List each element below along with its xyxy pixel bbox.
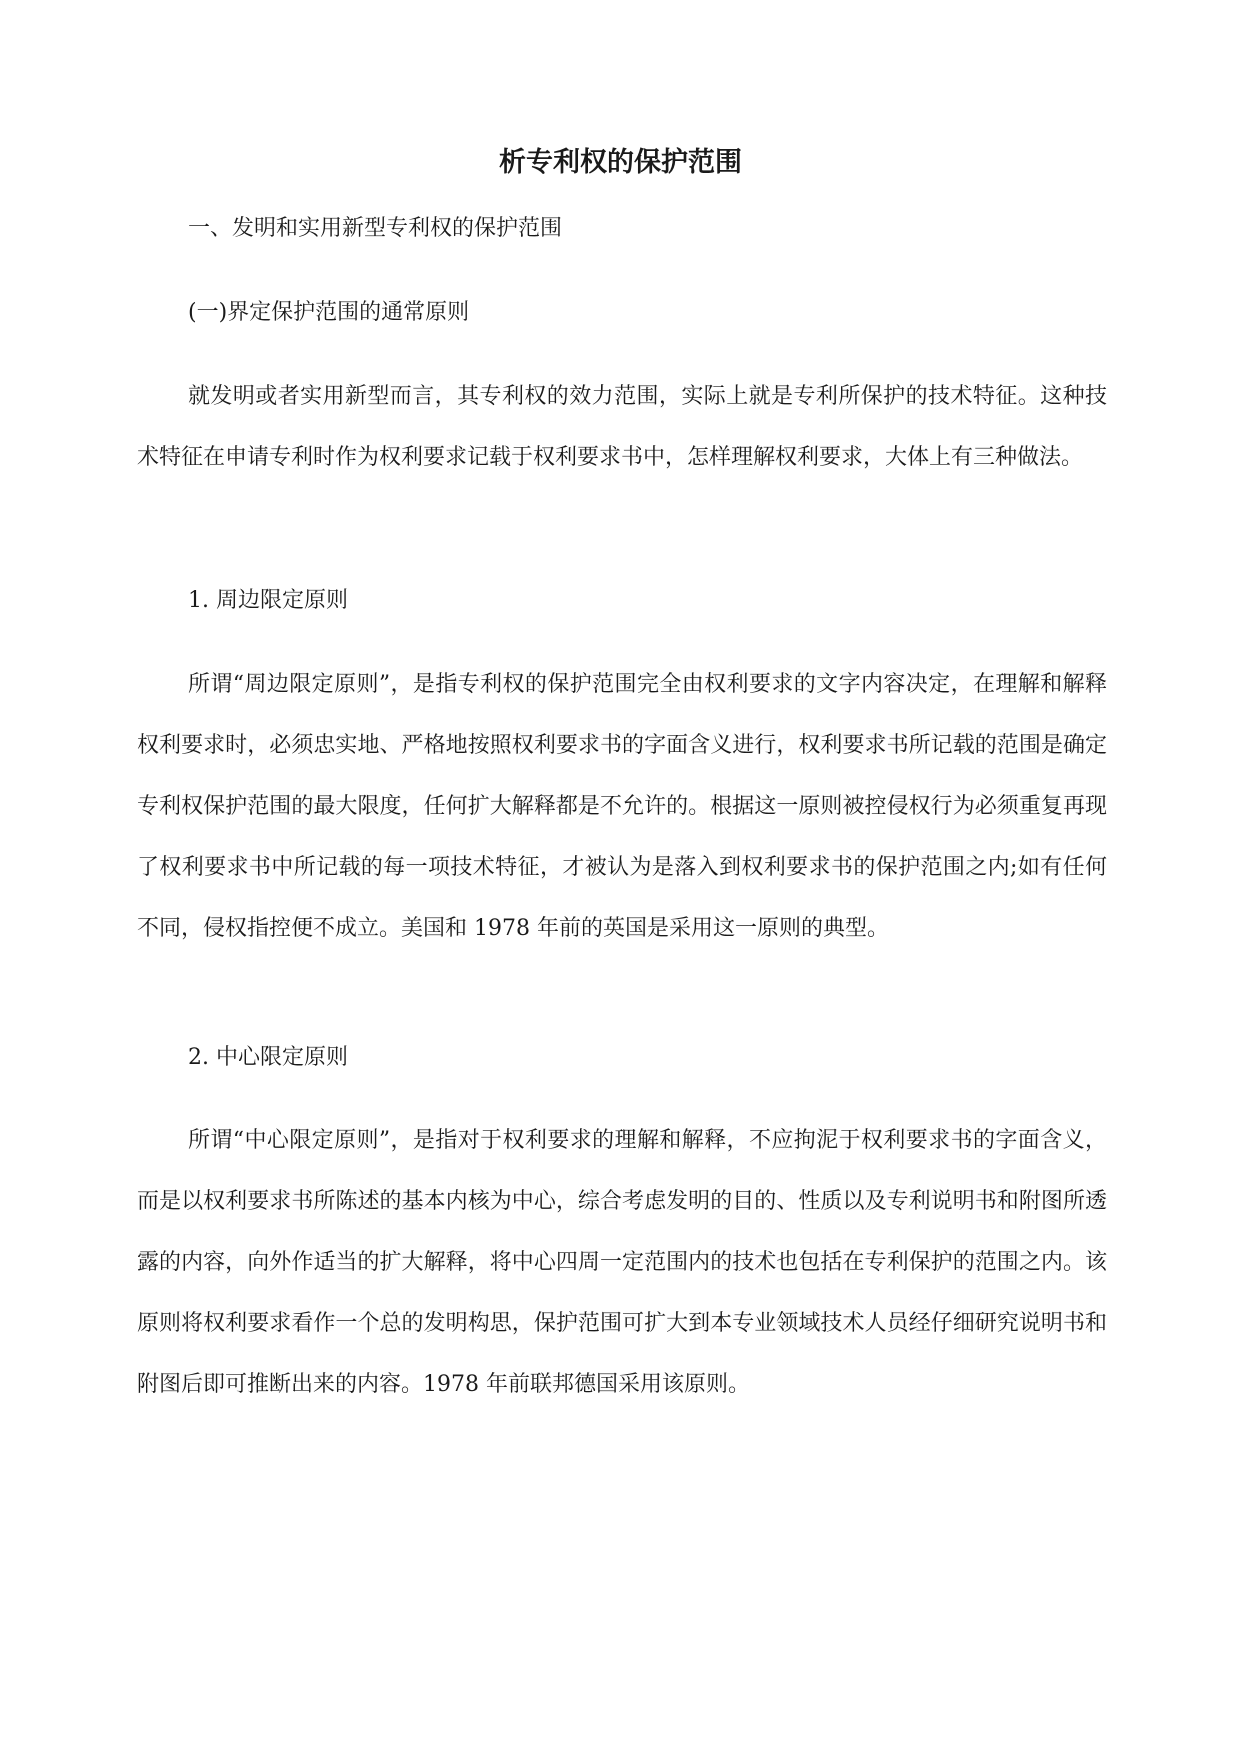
principle-heading: 2. 中心限定原则	[188, 1045, 348, 1070]
document-title: 析专利权的保护范围	[499, 147, 742, 178]
paragraph: 就发明或者实用新型而言，其专利权的效力范围，实际上就是专利所保护的技术特征。这种技术特征在申请专利时作为权利要求记载于权利要求书中，怎样理解权利要求，大体上有三种做法。	[137, 384, 1107, 470]
paragraph: 所谓“周边限定原则”，是指专利权的保护范围完全由权利要求的文字内容决定，在理解和解释权利要求时，必须忠实地、严格地按照权利要求书的字面含义进行，权利要求书所记载的范围是确定专利权保护范围的最大限度，任何扩大解释都是不允许的。根据这一原则被控侵权行为必须重复再现了权利要求书中所记载的每一项技术特征，才被认为是落入到权利要求书的保护范围之内;如有任何不同，侵权指控便不成立。美国和 1978 年前的英国是采用这一原则的典型。	[137, 672, 1107, 941]
paragraph: 所谓“中心限定原则”，是指对于权利要求的理解和解释，不应拘泥于权利要求书的字面含义，而是以权利要求书所陈述的基本内核为中心，综合考虑发明的目的、性质以及专利说明书和附图所透露的内容，向外作适当的扩大解释，将中心四周一定范围内的技术也包括在专利保护的范围之内。该原则将权利要求看作一个总的发明构思，保护范围可扩大到本专业领域技术人员经仔细研究说明书和附图后即可推断出来的内容。1978 年前联邦德国采用该原则。	[137, 1128, 1107, 1397]
principle-heading: 1. 周边限定原则	[188, 588, 348, 613]
subsection-heading: (一)界定保护范围的通常原则	[188, 300, 470, 325]
section-heading: 一、发明和实用新型专利权的保护范围	[188, 216, 563, 241]
